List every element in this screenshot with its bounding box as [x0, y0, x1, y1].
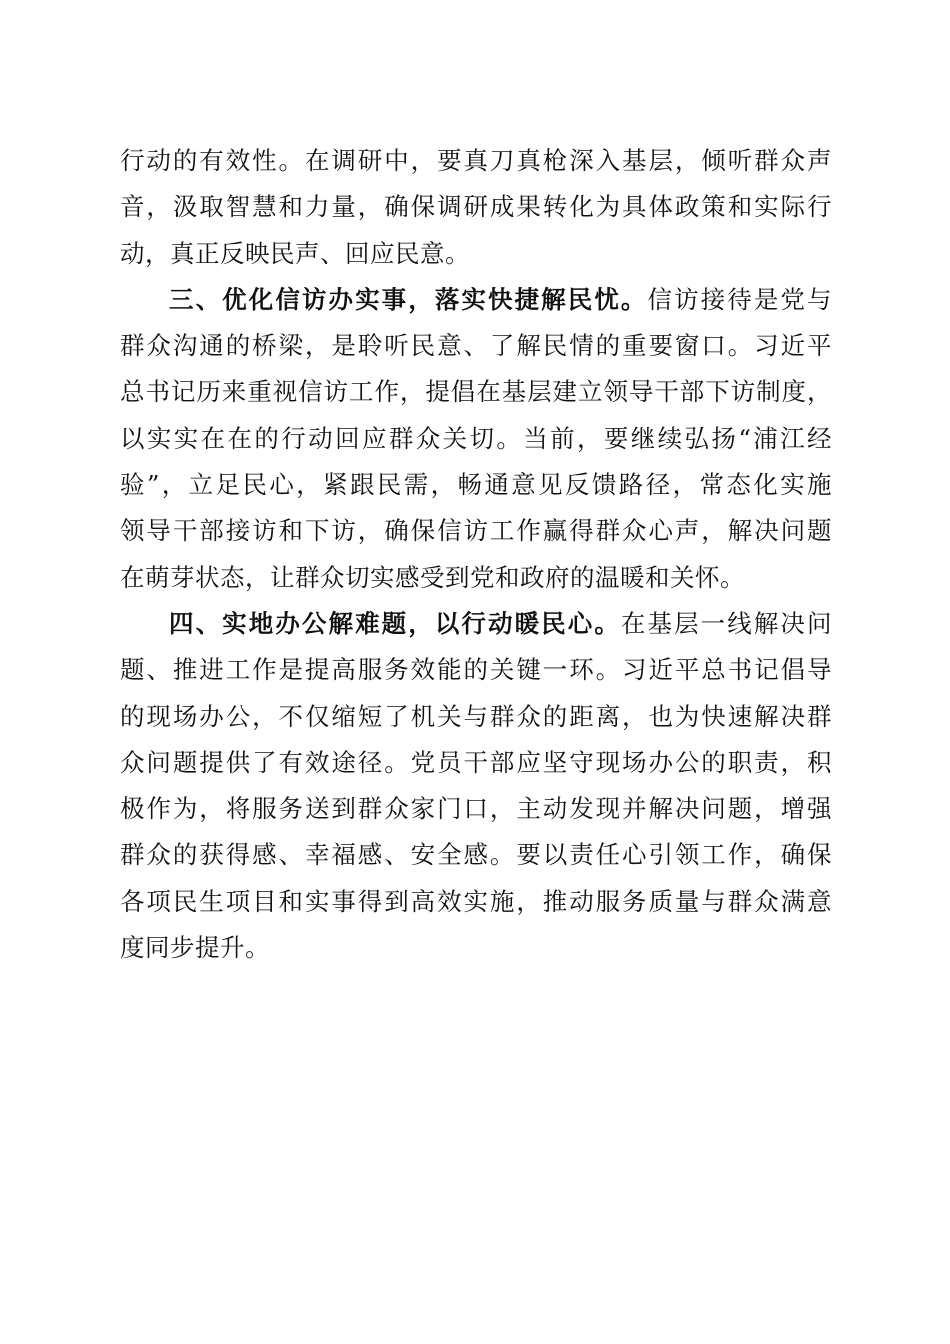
paragraph-2-line-4: 以实实在在的行动回应群众关切。当前，要继续弘扬“浦江经 — [120, 423, 832, 453]
paragraph-3-line-5: 极作为，将服务送到群众家门口，主动发现并解决问题，增强 — [120, 794, 832, 824]
paragraph-3-line-4: 众问题提供了有效途径。党员干部应坚守现场办公的职责，积 — [120, 747, 832, 777]
paragraph-3-first-line-text: 在基层一线解决问 — [620, 608, 833, 638]
paragraph-1-line-2: 音，汲取智慧和力量，确保调研成果转化为具体政策和实际行 — [120, 192, 832, 222]
paragraph-1-line-3: 动，真正反映民声、回应民意。 — [120, 238, 470, 268]
paragraph-1 — [120, 138, 832, 277]
paragraph-2-line-7: 在萌芽状态，让群众切实感受到党和政府的温暖和关怀。 — [120, 562, 745, 592]
paragraph-1-line-1: 行动的有效性。在调研中，要真刀真枪深入基层，倾听群众声 — [120, 146, 832, 175]
paragraph-3 — [120, 601, 832, 971]
paragraph-3-line-3: 的现场办公，不仅缩短了机关与群众的距离，也为快速解决群 — [120, 701, 832, 731]
paragraph-3-line-2: 题、推进工作是提高服务效能的关键一环。习近平总书记倡导 — [120, 655, 832, 685]
paragraph-3-line-8: 度同步提升。 — [120, 933, 270, 963]
paragraph-3-heading: 四、实地办公解难题，以行动暖民心。 — [169, 608, 621, 638]
paragraph-3-line-1 — [120, 601, 832, 647]
paragraph-2-first-line-text: 信访接待是党与 — [647, 284, 832, 314]
paragraph-2-line-6: 领导干部接访和下访，确保信访工作赢得群众心声，解决问题 — [120, 516, 832, 546]
paragraph-3-line-6: 群众的获得感、幸福感、安全感。要以责任心引领工作，确保 — [120, 840, 832, 870]
paragraph-3-line-7: 各项民生项目和实事得到高效实施，推动服务质量与群众满意 — [120, 886, 832, 916]
document-body — [120, 138, 832, 971]
paragraph-2-line-1 — [120, 277, 832, 323]
paragraph-2-line-3: 总书记历来重视信访工作，提倡在基层建立领导干部下访制度， — [120, 377, 832, 407]
paragraph-2-line-5: 验”，立足民心，紧跟民需，畅通意见反馈路径，常态化实施 — [120, 470, 832, 500]
paragraph-2 — [120, 277, 832, 601]
paragraph-2-line-2: 群众沟通的桥梁，是聆听民意、了解民情的重要窗口。习近平 — [120, 331, 832, 361]
paragraph-2-heading: 三、优化信访办实事，落实快捷解民忧。 — [169, 284, 648, 314]
